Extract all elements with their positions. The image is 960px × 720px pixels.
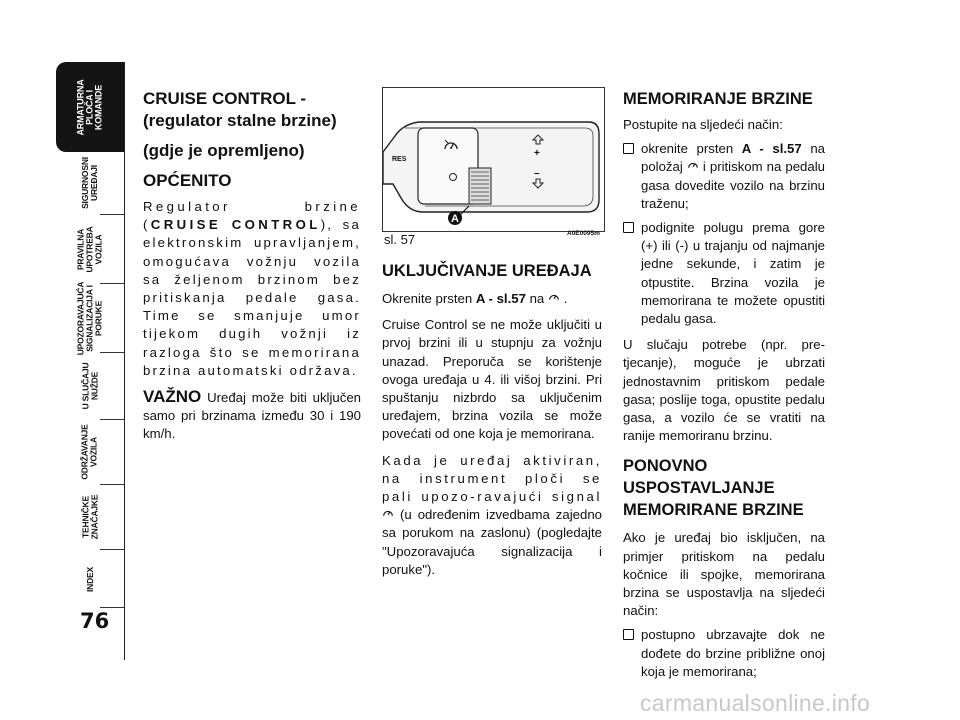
warning-paragraph: Kada je uređaj aktiviran, na instrument ploči se pali upozo-ravajući signal (u određenim izvedbama zajedno sa porukom na zaslonu) (pogledajte "Upozoravajuća signalizacija i poruke"). (382, 452, 602, 577)
column-memorize (623, 88, 825, 681)
restore-heading: PONOVNO USPOSTAVLJANJE MEMORIRANE BRZINE (623, 457, 804, 520)
general-heading: OPĆENITO (143, 171, 232, 190)
list-item: postupno ubrzavajte dok ne dođete do brzine približne onoj koja je memorirana; (623, 626, 825, 681)
minus-label: – (534, 168, 540, 179)
sidebar-rule (124, 62, 125, 660)
column-cruise-control (143, 88, 361, 444)
activation-paragraph: Cruise Control se ne može uključiti u prvoj brzini ili u stupnju za vožnju unazad. Preporuča se korištenje ovoga uređaja u 4. ili višoj brzini. Pri spuštanju nizbrdo sa uključenim uređajem, brzina vozila se može povećati od one koja je memorirana. (382, 317, 602, 442)
important-note: VAŽNO Uređaj može biti uključen samo pri brzinama između 30 i 190 km/h. (143, 387, 361, 442)
cruise-control-lever-figure (382, 87, 605, 232)
figure-code: A0E0095m (567, 230, 600, 237)
tab-divider (100, 607, 124, 608)
page-number: 76 (80, 609, 110, 633)
tab-label: ODRŽAVANJE VOZILA (80, 424, 99, 480)
tab-sigurnosni-uredaji[interactable] (56, 152, 124, 214)
tab-label: UPOZORAVAJUĆA SIGNALIZACIJA I PORUKE (75, 281, 104, 355)
restore-paragraph: Ako je uređaj bio isključen, na primjer pritiskom na pedalu kočnice ili spojke, memorirana brzina se uspostavlja na sljedeći način: (623, 530, 825, 619)
tab-label: INDEX (84, 566, 95, 592)
tab-label: TEHNIČKE ZNAČAJKE (80, 494, 99, 540)
tab-label: PRAVILNA UPOTREBA VOZILA (75, 225, 104, 273)
tab-label: SIGURNOSNI UREĐAJI (80, 157, 99, 209)
tab-divider (100, 214, 124, 215)
tab-label: U SLUČAJU NUŽDE (80, 362, 99, 410)
lever-illustration (383, 88, 604, 231)
tab-armaturna-ploca[interactable] (56, 62, 124, 152)
tab-divider (100, 549, 124, 550)
plus-label: + (534, 148, 540, 159)
speedometer-icon (382, 508, 394, 520)
checkbox-bullet-icon (623, 629, 634, 640)
tab-divider (100, 484, 124, 485)
res-label: RES (392, 156, 407, 163)
tab-tehnicke-znacajke[interactable] (56, 486, 124, 548)
tab-pravilna-upotreba[interactable] (56, 216, 124, 282)
watermark: carmanualsonline.info (640, 690, 871, 716)
tab-divider (100, 419, 124, 420)
tab-divider (100, 352, 124, 353)
tab-upozoravajuca-signalizacija[interactable] (56, 281, 124, 355)
section-subtitle: (gdje je opremljeno) (143, 141, 305, 160)
overtake-paragraph: U slučaju potrebe (npr. pre-tjecanje), moguće je ubrzati jednostavnim pritiskom pedale gasa; poslije toga, opustite pedalu gasa, a vozilo će se vratiti na ranije memoriranu brzinu. (623, 337, 825, 444)
tab-odrzavanje-vozila[interactable] (56, 421, 124, 483)
section-title: CRUISE CONTROL - (regulator stalne brzine) (143, 89, 337, 130)
tab-divider (100, 283, 124, 284)
memorize-heading: MEMORIRANJE BRZINE (623, 90, 813, 108)
callout-a: A (451, 213, 459, 225)
speedometer-icon (687, 160, 699, 172)
activation-step: Okrenite prsten A - sl.57 na . (382, 291, 568, 306)
activation-heading: UKLJUČIVANJE UREĐAJA (382, 262, 592, 280)
checkbox-bullet-icon (623, 222, 634, 233)
general-paragraph: Regulator brzine (CRUISE CONTROL), sa elektronskim upravljanjem, omogućava vožnju vozila sa željenom brzinom bez pritiskanja pedale gasa. Time se smanjuje umor tijekom dugih vožnji iz razloga što se memorirana brzina automatski održava. (143, 199, 361, 378)
tab-u-slucaju-nuzde[interactable] (56, 354, 124, 418)
list-item: okrenite prsten A - sl.57 na položaj i pritiskom na pedalu gasa dovedite vozilo na brzinu traženu; (623, 140, 825, 213)
column-activation (382, 260, 602, 579)
memorize-intro: Postupite na sljedeći način: (623, 117, 783, 132)
checkbox-bullet-icon (623, 143, 634, 154)
list-item: podignite polugu prema gore (+) ili (-) u trajanju od najmanje jedne sekunde, i zatim je otpustite. Brzina vozila je memorirana te možete opustiti pedalu gasa. (623, 219, 825, 328)
speedometer-icon (548, 292, 560, 304)
tab-index[interactable] (56, 551, 124, 607)
tab-label: ARMATURNA PLOČA I KOMANDE (75, 78, 104, 136)
figure-caption: sl. 57 (384, 232, 416, 247)
